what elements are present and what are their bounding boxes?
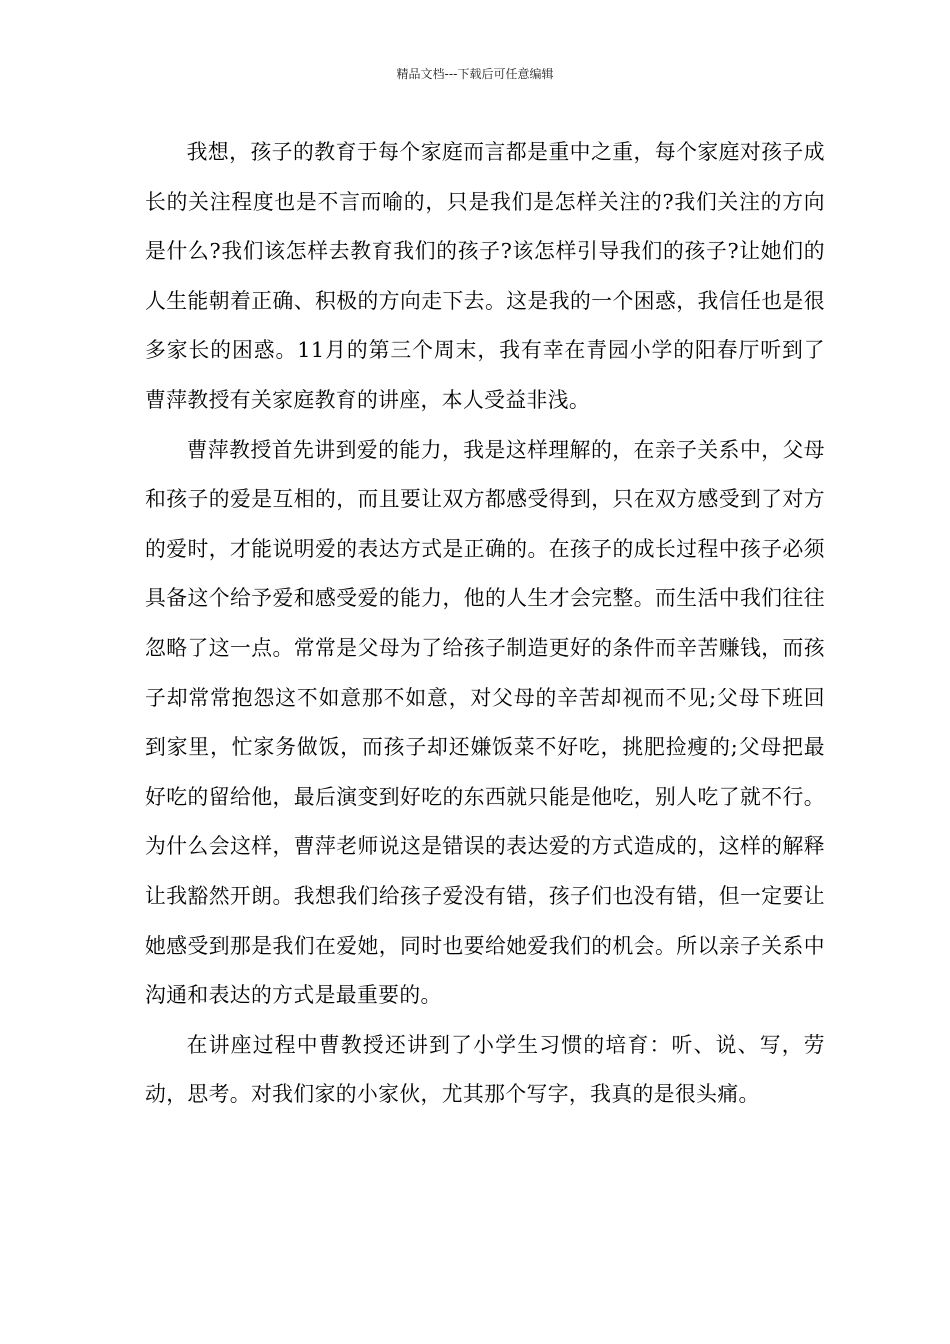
- paragraph-3: 在讲座过程中曹教授还讲到了小学生习惯的培育：听、说、写，劳动，思考。对我们家的小家伙，尤其那个写字，我真的是很头痛。: [145, 1032, 825, 1107]
- document-body: [145, 128, 825, 1120]
- paragraph-1: 我想，孩子的教育于每个家庭而言都是重中之重，每个家庭对孩子成长的关注程度也是不言而喻的，只是我们是怎样关注的?我们关注的方向是什么?我们该怎样去教育我们的孩子?该怎样引导我们的孩子?让她们的人生能朝着正确、积极的方向走下去。这是我的一个困惑，我信任也是很多家长的困惑。11月的第三个周末，我有幸在青园小学的阳春厅听到了曹萍教授有关家庭教育的讲座，本人受益非浅。: [145, 140, 825, 412]
- paragraph-2: 曹萍教授首先讲到爱的能力，我是这样理解的，在亲子关系中，父母和孩子的爱是互相的，而且要让双方都感受得到，只在双方感受到了对方的爱时，才能说明爱的表达方式是正确的。在孩子的成长过程中孩子必须具备这个给予爱和感受爱的能力，他的人生才会完整。而生活中我们往往忽略了这一点。常常是父母为了给孩子制造更好的条件而辛苦赚钱，而孩子却常常抱怨这不如意那不如意，对父母的辛苦却视而不见;父母下班回到家里，忙家务做饭，而孩子却还嫌饭菜不好吃，挑肥捡瘦的;父母把最好吃的留给他，最后演变到好吃的东西就只能是他吃，别人吃了就不行。为什么会这样，曹萍老师说这是错误的表达爱的方式造成的，这样的解释让我豁然开朗。我想我们给孩子爱没有错，孩子们也没有错，但一定要让她感受到那是我们在爱她，同时也要给她爱我们的机会。所以亲子关系中沟通和表达的方式是最重要的。: [145, 437, 825, 1008]
- page-header: 精品文档---下载后可任意编辑: [396, 67, 554, 81]
